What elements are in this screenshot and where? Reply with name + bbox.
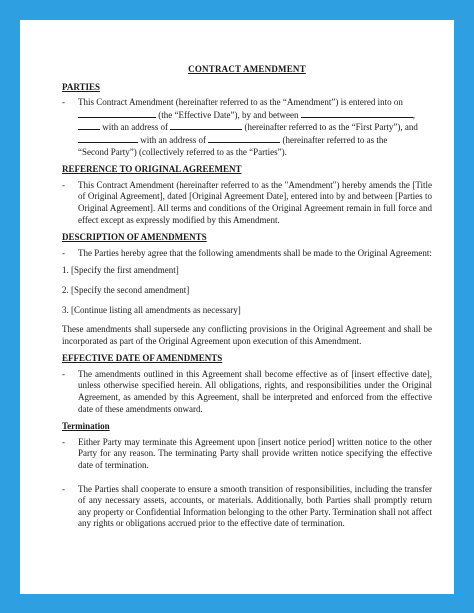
section-heading-termination: Termination xyxy=(62,421,110,432)
first-party-prefix-blank[interactable] xyxy=(78,121,100,130)
document-page xyxy=(20,20,454,594)
section-heading-effective-date: EFFECTIVE DATE OF AMENDMENTS xyxy=(62,353,223,364)
parties-line-2: (the “Effective Date”), by and between , xyxy=(78,109,432,122)
amendment-item-3: 3. [Continue listing all amendments as necessary] xyxy=(62,304,241,315)
parties-line-3: with an address of (hereinafter referred to as the “First Party”), and xyxy=(78,121,432,134)
bullet-dash: - xyxy=(62,179,65,190)
effective-date-paragraph: - The amendments outlined in this Agreement shall become effective as of [insert effective date], unless otherwise specified herein. All obligations, rights, and responsibilities under the Original Agreement, as amended by this Agreement, shall be interpreted and enforced from the effective date of these amendments onward. xyxy=(62,368,432,414)
parties-line-1: This Contract Amendment (hereinafter referred to as the “Amendment”) is entered into on xyxy=(78,97,403,108)
termination-paragraph-2: - The Parties shall cooperate to ensure a smooth transition of responsibilities, including the transfer of any necessary assets, accounts, or materials. Additionally, both Parties shall promptly return any property or Confidential Information belonging to the other Party. Termination shall not affect any rights or obligations accrued prior to the effective date of termination. xyxy=(62,483,432,529)
bullet-dash: - xyxy=(62,247,65,258)
amendment-item-1: 1. [Specify the first amendment] xyxy=(62,265,179,276)
section-heading-reference: REFERENCE TO ORIGINAL AGREEMENT xyxy=(62,164,242,175)
document-title: CONTRACT AMENDMENT xyxy=(188,64,306,74)
bullet-dash: - xyxy=(62,483,65,494)
bullet-dash: - xyxy=(62,436,65,447)
reference-paragraph: - This Contract Amendment (hereinafter referred to as the "Amendment") hereby amends the [Title of Original Agreement], dated [Original Agreement Date], entered into by and between [Parties to Original Agreement]. All terms and conditions of the Original Agreement remain in full force and effect except as expressly modified by this Amendment. xyxy=(62,179,432,225)
section-heading-description: DESCRIPTION OF AMENDMENTS xyxy=(62,232,207,243)
parties-line-4: with an address of (hereinafter referred to as the xyxy=(78,134,432,147)
amendment-item-2: 2. [Specify the second amendment] xyxy=(62,284,190,295)
section-heading-parties: PARTIES xyxy=(62,81,101,92)
first-party-address-blank[interactable] xyxy=(170,121,242,130)
first-party-name-blank[interactable] xyxy=(301,109,413,118)
bullet-dash: - xyxy=(62,368,65,379)
description-intro: - The Parties hereby agree that the following amendments shall be made to the Original Agreement: xyxy=(62,247,432,258)
description-closing: These amendments shall supersede any conflicting provisions in the Original Agreement and shall be incorporated as part of the Original Agreement upon execution of this Amendment. xyxy=(62,324,432,346)
second-party-name-blank[interactable] xyxy=(78,134,138,143)
parties-paragraph xyxy=(62,97,432,158)
second-party-address-blank[interactable] xyxy=(208,134,280,143)
document-content xyxy=(62,64,432,536)
date-blank[interactable] xyxy=(78,109,156,118)
parties-line-5: “Second Party”) (collectively referred to as the “Parties”). xyxy=(78,146,287,157)
termination-paragraph-1: - Either Party may terminate this Agreement upon [insert notice period] written notice to the other Party for any reason. The terminating Party shall provide written notice specifying the effective date of termination. xyxy=(62,436,432,471)
bullet-dash: - xyxy=(62,97,65,108)
